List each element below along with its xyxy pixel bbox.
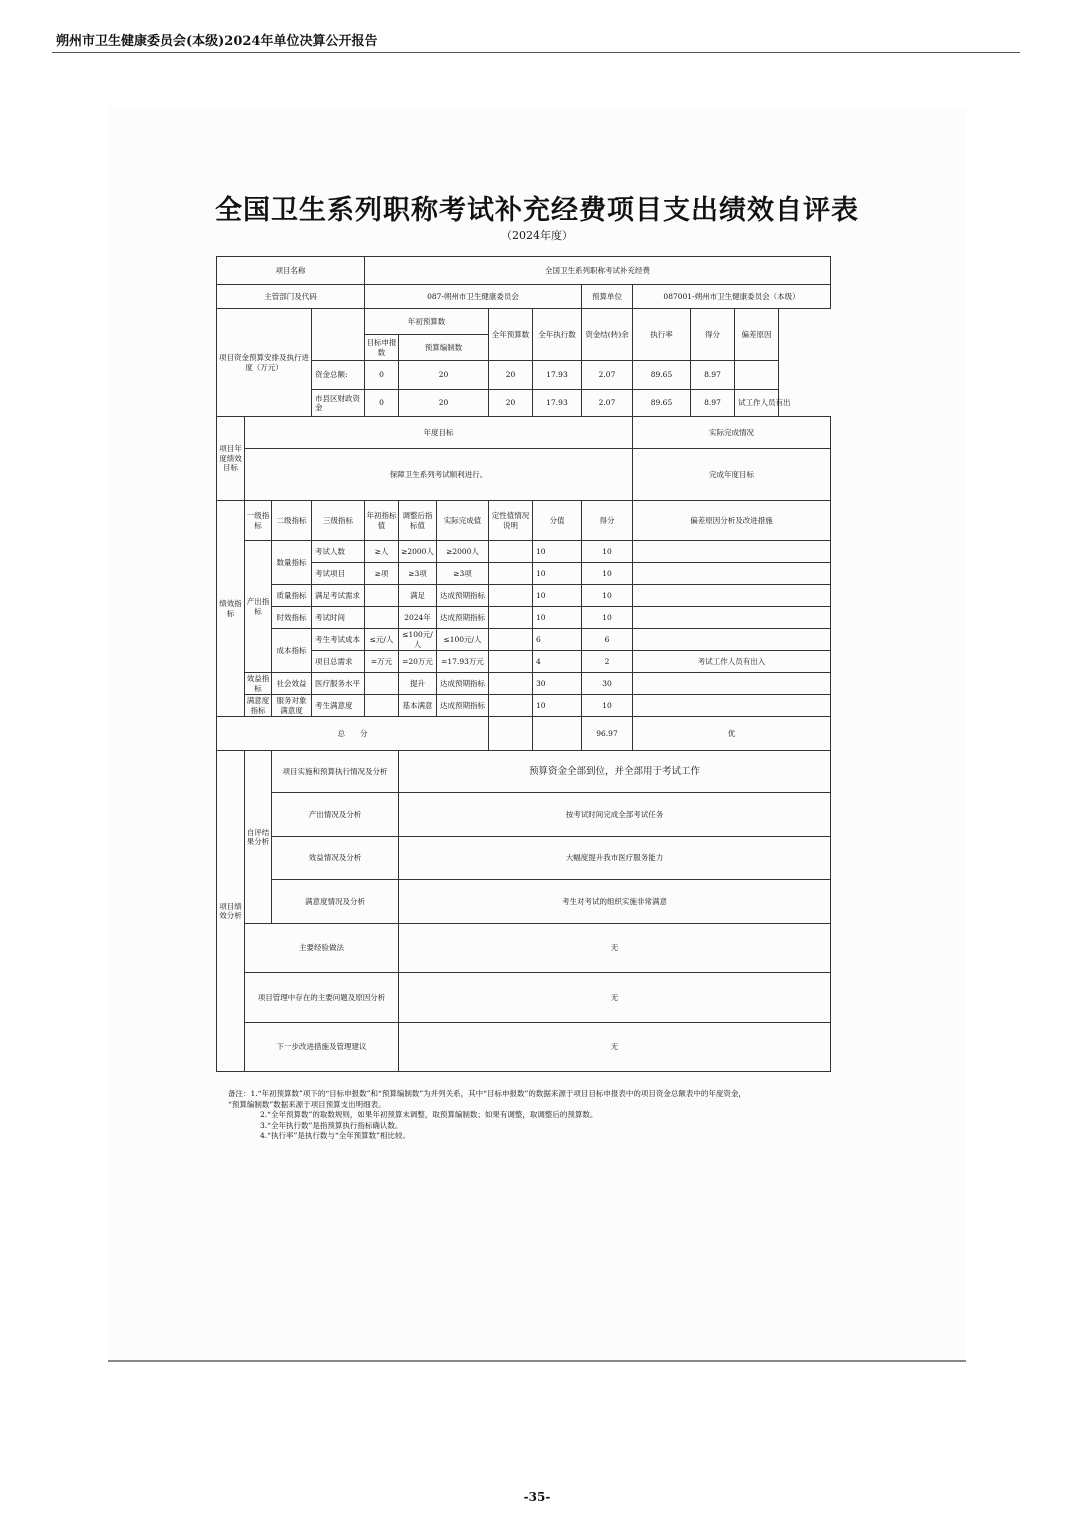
budget-row: 资金总额: 0 20 20 17.93 2.07 89.65 8.97 bbox=[217, 361, 831, 390]
problems-label: 项目管理中存在的主要问题及原因分析 bbox=[245, 973, 399, 1023]
deviation-header: 偏差原因分析及改进措施 bbox=[633, 501, 831, 541]
score-header: 得分 bbox=[582, 501, 633, 541]
page-number: -35- bbox=[523, 1490, 551, 1504]
note-line: 4.“执行率”是执行数与“全年预算数”相比较。 bbox=[260, 1131, 410, 1140]
output-indicator: 产出指标 bbox=[245, 541, 272, 673]
actual-header: 实际完成情况 bbox=[633, 417, 831, 449]
page-header: 朔州市卫生健康委员会(本级)2024年单位决算公开报告 bbox=[56, 34, 378, 49]
cost-indicator: 成本指标 bbox=[272, 629, 312, 673]
problems-value: 无 bbox=[399, 973, 831, 1023]
evaluation-table bbox=[216, 256, 831, 1072]
self-eval-label: 自评结果分析 bbox=[245, 751, 272, 924]
indicator-row: 效益指标 社会效益 医疗服务水平 提升 达成预期指标 30 30 bbox=[217, 673, 831, 695]
analysis-item-label: 效益情况及分析 bbox=[272, 837, 399, 880]
analysis-item-label: 产出情况及分析 bbox=[272, 793, 399, 837]
init-value-header: 年初指标值 bbox=[365, 501, 399, 541]
notes bbox=[228, 1089, 838, 1142]
annual-budget-header: 全年预算数 bbox=[489, 309, 533, 361]
unit-value: 087001-朔州市卫生健康委员会（本级） bbox=[633, 285, 831, 309]
benefit-indicator: 效益指标 bbox=[245, 673, 272, 695]
analysis-item-value: 考生对考试的组织实施非常满意 bbox=[399, 880, 831, 924]
goals-section-label: 项目年度绩效目标 bbox=[217, 417, 245, 501]
budget-section-label: 项目资金预算安排及执行进度（万元） bbox=[217, 309, 312, 417]
project-name: 全国卫生系列职称考试补充经费 bbox=[365, 257, 831, 285]
dept-value: 087-朔州市卫生健康委员会 bbox=[365, 285, 582, 309]
indicator-row: 考试项目 ≥项 ≥3项 ≥3项 10 10 bbox=[217, 563, 831, 585]
indicator-row: 成本指标 考生考试成本 ≤元/人 ≤100元/人 ≤100元/人 6 6 bbox=[217, 629, 831, 651]
goal-value: 保障卫生系列考试顺利进行。 bbox=[245, 449, 633, 501]
grade: 优 bbox=[633, 717, 831, 751]
target-header: 目标申报数 bbox=[365, 335, 399, 361]
level1-header: 一级指标 bbox=[245, 501, 272, 541]
document-year: （2024年度） bbox=[501, 229, 573, 242]
satisfaction-indicator: 满意度指标 bbox=[245, 695, 272, 717]
indicators-section-label: 绩效指标 bbox=[217, 501, 245, 717]
annual-exec-header: 全年执行数 bbox=[533, 309, 582, 361]
unit-label: 预算单位 bbox=[582, 285, 633, 309]
analysis-item-label: 满意度情况及分析 bbox=[272, 880, 399, 924]
balance-header: 资金结(转)余 bbox=[582, 309, 633, 361]
actual-value-header: 实际完成值 bbox=[437, 501, 489, 541]
quality-indicator: 质量指标 bbox=[272, 585, 312, 607]
experience-value: 无 bbox=[399, 924, 831, 973]
analysis-item-value: 大幅度提升我市医疗服务能力 bbox=[399, 837, 831, 880]
experience-label: 主要经验做法 bbox=[245, 924, 399, 973]
next-steps-value: 无 bbox=[399, 1023, 831, 1072]
actual-value: 完成年度目标 bbox=[633, 449, 831, 501]
analysis-item-value: 预算资金全部到位，并全部用于考试工作 bbox=[399, 751, 831, 793]
dept-label: 主管部门及代码 bbox=[217, 285, 365, 309]
social-benefit: 社会效益 bbox=[272, 673, 312, 695]
indicator-row: 项目总需求 =万元 =20万元 =17.93万元 4 2 考试工作人员有出入 bbox=[217, 651, 831, 673]
initial-budget-header: 年初预算数 bbox=[365, 309, 489, 335]
goal-header: 年度目标 bbox=[245, 417, 633, 449]
document-title: 全国卫生系列职称考试补充经费项目支出绩效自评表 bbox=[215, 195, 859, 226]
note-line: “预算编制数”数据来源于项目预算支出明细表。 bbox=[228, 1099, 386, 1109]
level3-header: 三级指标 bbox=[312, 501, 365, 541]
rate-header: 执行率 bbox=[633, 309, 691, 361]
time-indicator: 时效指标 bbox=[272, 607, 312, 629]
header-divider bbox=[52, 52, 1020, 53]
note-line: 2.“全年预算数”的取数规则，如果年初预算未调整，取预算编制数；如果有调整，取调整后的预算数。 bbox=[260, 1110, 598, 1119]
service-satisfaction: 服务对象满意度 bbox=[272, 695, 312, 717]
reason-header: 偏差原因 bbox=[735, 309, 779, 361]
indicator-row: 满意度指标 服务对象满意度 考生满意度 基本满意 达成预期指标 10 10 bbox=[217, 695, 831, 717]
budget-score-header: 得分 bbox=[691, 309, 735, 361]
total-label: 总 分 bbox=[217, 717, 489, 751]
indicator-row: 产出指标 数量指标 考试人数 ≥人 ≥2000人 ≥2000人 10 10 bbox=[217, 541, 831, 563]
level2-header: 二级指标 bbox=[272, 501, 312, 541]
analysis-item-label: 项目实施和预算执行情况及分析 bbox=[272, 751, 399, 793]
indicator-row: 质量指标 满足考试需求 满足 达成预期指标 10 10 bbox=[217, 585, 831, 607]
indicator-row: 时效指标 考试时间 2024年 达成预期指标 10 10 bbox=[217, 607, 831, 629]
evaluation-form bbox=[216, 256, 830, 1072]
analysis-item-value: 按考试时间完成全部考试任务 bbox=[399, 793, 831, 837]
weight-header: 分值 bbox=[533, 501, 582, 541]
analysis-section-label: 项目绩效分析 bbox=[217, 751, 245, 1072]
next-steps-label: 下一步改进措施及管理建议 bbox=[245, 1023, 399, 1072]
compiled-header: 预算编制数 bbox=[399, 335, 489, 361]
quantity-indicator: 数量指标 bbox=[272, 541, 312, 585]
project-name-label: 项目名称 bbox=[217, 257, 365, 285]
budget-row: 市县区财政资金 0 20 20 17.93 2.07 89.65 8.97 试工作人员有出 bbox=[217, 390, 831, 417]
note-line: 3.“全年执行数”是指预算执行指标确认数。 bbox=[260, 1120, 403, 1130]
total-score: 96.97 bbox=[582, 717, 633, 751]
qualitative-header: 定性值情况说明 bbox=[489, 501, 533, 541]
adjusted-value-header: 调整后指标值 bbox=[399, 501, 437, 541]
note-line: 备注：1.“年初预算数”项下的“目标申报数”和“预算编制数”为并列关系，其中“目标申报数”的数据来源于项目目标申报表中的项目资金总额表中的年度资金， bbox=[228, 1089, 746, 1098]
